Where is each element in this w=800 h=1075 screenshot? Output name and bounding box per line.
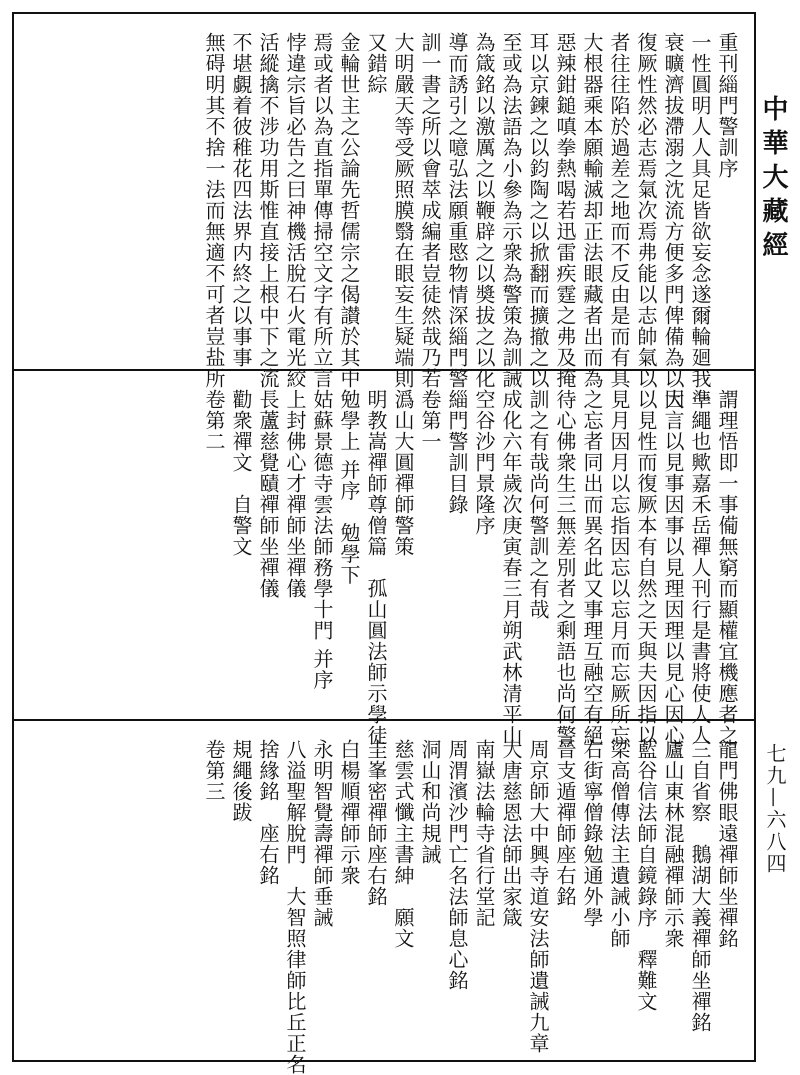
text-column: 勉學上 并序 勉學下 <box>337 389 361 586</box>
text-column: 三自省察 鵝湖大義禪師坐禪銘 <box>688 739 712 1033</box>
text-column: 白楊順禪師示衆 <box>337 739 361 886</box>
text-columns <box>200 389 740 746</box>
text-column: 之忘者同出而異名此又事理互融空有絕 <box>580 389 604 746</box>
text-column: 姑蘇景德寺雲法師務學十門 并序 <box>310 389 334 691</box>
text-column: 卷第二 <box>202 389 226 452</box>
text-column: 捨緣銘 座右銘 <box>256 739 280 886</box>
text-column: 至或為法語為小參為示衆為警策為訓誡 <box>499 32 523 389</box>
text-column: 卷第三 <box>202 739 226 802</box>
text-column: 周京師大中興寺道安法師遺誡九章 <box>526 739 550 1054</box>
text-column: 不堪覷着彼稚花四法界内終之以事事 <box>229 32 253 368</box>
text-column: 卷第一 <box>418 389 442 452</box>
text-column: 永明智覺壽禪師垂誡 <box>310 739 334 928</box>
panel-2 <box>14 369 754 746</box>
text-column: 勸衆禪文 自警文 <box>229 389 253 557</box>
text-column: 又錯綜 <box>364 32 388 95</box>
text-column: 導而誘引之噫弘法願重愍物情深緇門警 <box>445 32 469 389</box>
text-column: 圭峯密禪師座右銘 <box>364 739 388 907</box>
page-number: 七九—六八四 <box>763 743 787 875</box>
text-column: 梁高僧傳法主遺誡小師 <box>607 739 631 949</box>
text-column: 成化六年歲次庚寅春三月朔武林清平山 <box>499 389 523 746</box>
text-column: 耳以京鍊之以鈞陶之以掀翻而擴撤之以 <box>526 32 550 389</box>
text-column: 大根器乘本願輸滅却正法眼藏者出而為 <box>580 32 604 389</box>
text-columns <box>200 739 740 1075</box>
text-column: 金輪世主之公論先哲儒宗之偈讃於其中 <box>337 32 361 389</box>
text-columns <box>200 32 740 410</box>
text-column: 南嶽法輪寺省行堂記 <box>472 739 496 928</box>
text-column: 活縱擒不涉功用斯惟直接上根中下之流 <box>256 32 280 389</box>
text-column: 見月因月以忘指因忘以忘月而忘厥所忘 <box>607 389 631 746</box>
text-column: 潙山大圓禪師警策 <box>391 389 415 557</box>
text-column: 待心佛衆生三無差別者之剩語也尚何警 <box>553 389 577 746</box>
text-column: 者往往陷於過差之地而不反由是而有具 <box>607 32 631 389</box>
text-column: 長蘆慈覺賾禪師坐禪儀 <box>256 389 280 599</box>
text-column: 準繩也歟嘉禾岳禪人刊行是書將使人人 <box>688 389 712 746</box>
text-column: 訓之有哉尚何警訓之有哉 <box>526 389 550 620</box>
text-column: 謂理悟即一事僃無窮而顯權宜機應者之 <box>715 389 739 746</box>
text-column: 惡辣鉗鎚嗔拳熱喝若迅雷疾霆之弗及掩 <box>553 32 577 389</box>
text-column: 衰曠濟拔滯溺之沈流方便多門俾備為以大 <box>661 32 685 410</box>
text-column: 八溢聖解脫門 大智照律師比丘正名 <box>283 739 307 1075</box>
panel-1 <box>14 14 754 410</box>
text-column: 為箴銘以激厲之以鞭辟之以奬拔之以化 <box>472 32 496 389</box>
text-column: 復厥性然必志焉氣次焉弗能以志帥氣以 <box>634 32 658 389</box>
collection-title: 中華大藏經 <box>758 95 788 265</box>
text-column: 洞山和尚規誡 <box>418 739 442 865</box>
text-column: 以見性而復厥本有自然之天與夫因指以 <box>634 389 658 746</box>
text-column: 緇門警訓目錄 <box>445 389 469 515</box>
text-column: 右街寧僧錄勉通外學 <box>580 739 604 928</box>
text-column: 無碍明其不捨一法而無適不可者豈盐所 <box>202 32 226 389</box>
text-column: 明教嵩禪師尊僧篇 孤山圓法師示學徒 <box>364 389 388 746</box>
panel-3 <box>14 719 754 1075</box>
text-column: 重刊緇門警訓序 <box>715 32 739 179</box>
text-column: 悖違宗旨必告之曰神機活脫石火電光絞 <box>283 32 307 389</box>
text-column: 廬山東林混融禪師示衆 <box>661 739 685 949</box>
text-column: 空谷沙門景隆序 <box>472 389 496 536</box>
page-frame <box>12 12 756 1075</box>
text-column: 規繩後跋 <box>229 739 253 823</box>
text-column: 晉支遁禪師座右銘 <box>553 739 577 907</box>
text-column: 藍谷信法師自鏡錄序 釋難文 <box>634 739 658 1012</box>
text-column: 龍門佛眼遠禪師坐禪銘 <box>715 739 739 949</box>
text-column: 因言以見事因事以見理因理以見心因心 <box>661 389 685 746</box>
text-column: 大唐慈恩法師出家箴 <box>499 739 523 928</box>
text-column: 周渭濱沙門亡名法師息心銘 <box>445 739 469 991</box>
text-column: 焉或者以為直指單傳掃空文字有所立言 <box>310 32 334 389</box>
text-column: 訓一書之所以會萃成編者豈徒然哉乃若 <box>418 32 442 389</box>
text-column: 慈雲式懺主書紳 願文 <box>391 739 415 949</box>
text-column: 上封佛心才禪師坐禪儀 <box>283 389 307 599</box>
text-column: 大明嚴天等受厥照膜翳在眼妄生疑端則 <box>391 32 415 389</box>
text-column: 一性圓明人人具足皆欲妄念遂爾輪廻我一 <box>688 32 712 410</box>
